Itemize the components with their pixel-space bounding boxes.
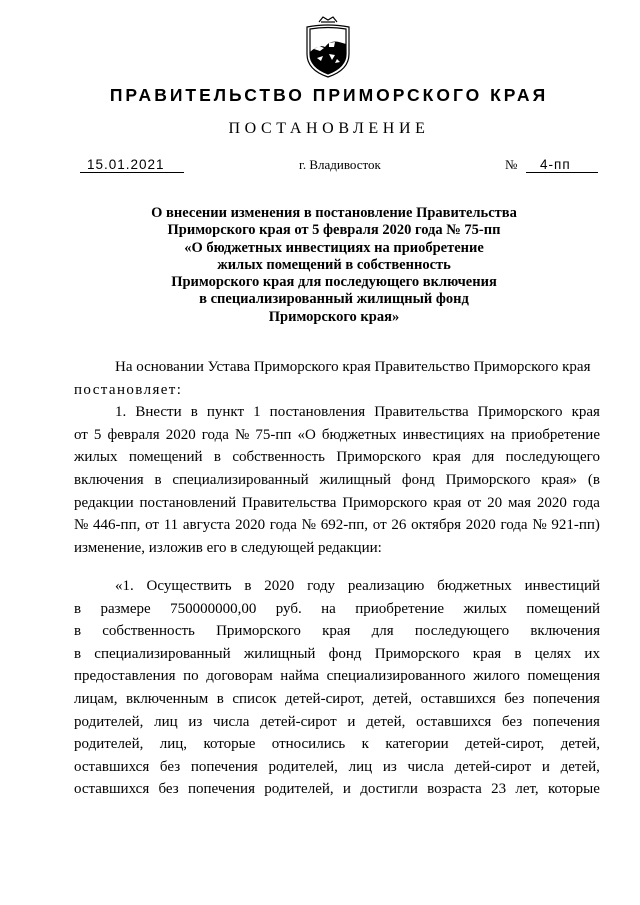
word: помещения — [527, 668, 600, 685]
word: договорам — [206, 668, 273, 685]
word: 2020 — [536, 494, 567, 511]
body-line-text: На основании Устава Приморского края Правительство Приморского края — [115, 359, 591, 375]
word: найма — [280, 668, 320, 685]
word: из — [382, 758, 397, 775]
word: без — [159, 758, 181, 775]
word: Правительства — [374, 404, 469, 421]
title-line: «О бюджетных инвестициях на приобретение — [184, 239, 484, 256]
word: без — [501, 713, 523, 730]
body-line — [74, 537, 600, 560]
title-line: Приморского края от 5 февраля 2020 года № 75-пп — [167, 222, 501, 239]
word: 2020 — [165, 426, 196, 443]
word: детей, — [366, 713, 406, 730]
word: которые — [203, 736, 256, 753]
word: жилищный — [319, 471, 392, 488]
word: края — [433, 494, 462, 511]
word: специализированного — [326, 668, 466, 685]
word: попечения — [532, 713, 600, 730]
word: 446-пп, — [93, 517, 141, 534]
document-date: 15.01.2021 — [80, 157, 184, 173]
quote-line — [74, 778, 600, 801]
word: лиц — [348, 758, 373, 775]
word: к — [361, 736, 369, 753]
word: от — [145, 517, 159, 534]
word: года — [572, 494, 600, 511]
word: размере — [100, 600, 151, 617]
word: руб. — [275, 600, 302, 617]
word: включенным — [125, 690, 209, 707]
word: края — [472, 645, 502, 662]
word: края — [322, 623, 351, 640]
body-line-text: постановляет: — [74, 381, 183, 398]
document-title — [110, 205, 558, 326]
word: достигли — [360, 781, 418, 798]
document-type: ПОСТАНОВЛЕНИЕ — [228, 120, 430, 137]
word: «1. — [115, 578, 134, 594]
word: собственность — [232, 449, 325, 466]
word: 750000000,00 — [170, 600, 257, 617]
word: в — [154, 471, 162, 488]
word: пункт — [206, 404, 245, 421]
quote-line — [74, 575, 600, 598]
word: 26 — [391, 517, 407, 534]
body-line — [74, 401, 600, 424]
title-line: Приморского края» — [268, 308, 400, 325]
document-number: 4-пп — [526, 157, 598, 173]
word: края — [432, 449, 461, 466]
word: 921-пп) — [551, 517, 600, 534]
word: без — [158, 781, 179, 798]
word: № — [74, 517, 89, 534]
word: реализацию — [347, 578, 425, 594]
quote-line — [74, 733, 600, 756]
word: 2020 — [264, 578, 295, 594]
body-line — [74, 446, 600, 469]
word: жилого — [473, 668, 520, 685]
word: и — [347, 713, 356, 730]
word: для — [472, 449, 495, 466]
word: редакции — [74, 494, 134, 511]
word: постановлений — [139, 494, 237, 511]
word: попечения — [532, 690, 600, 707]
word: в — [74, 623, 82, 640]
word: (в — [587, 471, 600, 488]
word: возраста — [427, 781, 482, 798]
word: 5 — [93, 426, 102, 443]
word: края» — [541, 471, 578, 488]
word: 2020 — [465, 517, 496, 534]
word: на — [321, 600, 336, 617]
word: года — [269, 517, 297, 534]
title-line: в специализированный жилищный фонд — [199, 291, 469, 308]
word: «О — [297, 426, 316, 443]
word: последующего — [414, 623, 510, 640]
word: на — [490, 426, 506, 443]
word: 11 — [163, 517, 179, 534]
word: от — [372, 517, 387, 534]
word: 2020 — [235, 517, 266, 534]
word: детей-сирот — [260, 713, 337, 730]
coat-of-arms-emblem — [299, 14, 357, 80]
word: года — [201, 426, 229, 443]
word: включения — [74, 471, 144, 488]
word: оставшихся — [74, 758, 150, 775]
word: инвестиций — [524, 578, 600, 594]
word: родителей, — [74, 736, 144, 753]
word: из — [188, 713, 203, 730]
word: предоставления — [74, 668, 176, 685]
word: 1 — [253, 404, 261, 421]
word: № — [532, 517, 547, 534]
word: по — [183, 668, 199, 685]
title-line: Приморского края для последующего включения — [171, 274, 497, 291]
word: в — [216, 690, 224, 707]
word: Приморского — [374, 645, 460, 662]
word: постановления — [269, 404, 366, 421]
word: августа — [182, 517, 231, 534]
quote-line — [74, 643, 600, 666]
quote-line — [74, 620, 600, 643]
word: числа — [212, 713, 250, 730]
quote-line — [74, 711, 600, 734]
word: которые — [547, 781, 600, 798]
body-line — [74, 469, 600, 492]
word: 1. — [115, 404, 127, 421]
word: мая — [508, 494, 531, 511]
word: список — [232, 690, 277, 707]
word: году — [307, 578, 336, 594]
word: 23 — [491, 781, 507, 798]
word: последующего — [505, 449, 600, 466]
body-line — [74, 514, 600, 537]
word: Правительства — [242, 494, 337, 511]
word: помещений — [526, 600, 600, 617]
word: и — [541, 758, 550, 775]
word: Внести — [135, 404, 182, 421]
word: оставшихся — [420, 690, 496, 707]
word: лицам, — [74, 690, 118, 707]
word: для — [371, 623, 394, 640]
word: детей, — [372, 690, 413, 707]
word: помещений — [128, 449, 203, 466]
body-line — [74, 492, 600, 515]
word: в — [213, 449, 221, 466]
word: попечения — [190, 758, 258, 775]
word: Приморского — [477, 404, 563, 421]
word: собственность — [102, 623, 195, 640]
word: родителей, — [268, 758, 338, 775]
body-line — [74, 424, 600, 447]
quote-line — [74, 665, 600, 688]
word: приобретение — [355, 600, 445, 617]
word: лиц — [154, 713, 178, 730]
body-line — [74, 356, 600, 379]
body-line — [74, 379, 600, 402]
word: целях — [534, 645, 572, 662]
quote-line — [74, 756, 600, 779]
word: лет, — [515, 781, 539, 798]
title-line: жилых помещений в собственность — [217, 256, 451, 273]
word: жилых — [463, 600, 507, 617]
word: № — [301, 517, 316, 534]
word: попечения — [187, 781, 255, 798]
word: года — [500, 517, 528, 534]
organization-name: ПРАВИТЕЛЬСТВО ПРИМОРСКОГО КРАЯ — [109, 85, 549, 105]
word: лиц, — [159, 736, 188, 753]
word: приобретение — [511, 426, 600, 443]
word: в — [514, 645, 522, 662]
word: в — [74, 645, 82, 662]
word: жилищный — [243, 645, 316, 662]
word: детей, — [560, 736, 600, 753]
word: Приморского — [216, 623, 301, 640]
word: фонд — [328, 645, 362, 662]
word: 20 — [487, 494, 503, 511]
word: жилых — [74, 449, 118, 466]
word: Приморского — [445, 471, 531, 488]
word: бюджетных — [437, 578, 512, 594]
quote-line — [74, 688, 600, 711]
word: числа — [407, 758, 444, 775]
title-line: О внесении изменения в постановление Правительства — [151, 205, 517, 221]
word: Приморского — [342, 494, 428, 511]
word: Осуществить — [146, 578, 232, 594]
word: включения — [530, 623, 600, 640]
word: Приморского — [336, 449, 422, 466]
word: бюджетных — [321, 426, 397, 443]
word: 75-пп — [255, 426, 292, 443]
number-label: № — [505, 157, 518, 172]
word: края — [571, 404, 600, 421]
word: детей-сирот — [454, 758, 532, 775]
word: февраля — [107, 426, 160, 443]
word: оставшихся — [416, 713, 492, 730]
document-city: г. Владивосток — [299, 157, 381, 172]
word: 692-пп, — [320, 517, 369, 534]
word: в — [190, 404, 198, 421]
word: инвестициях — [402, 426, 485, 443]
word: в — [244, 578, 252, 594]
word: от — [74, 426, 88, 443]
word: октября — [411, 517, 461, 534]
word: от — [467, 494, 482, 511]
word: и — [342, 781, 351, 798]
word: относились — [271, 736, 346, 753]
word: их — [584, 645, 600, 662]
word: оставшихся — [74, 781, 150, 798]
word: № — [234, 426, 250, 443]
word: в — [74, 600, 82, 617]
word: детей-сирот, — [285, 690, 365, 707]
word: родителей, — [74, 713, 144, 730]
word: детей, — [560, 758, 600, 775]
word: специализированный — [172, 471, 309, 488]
word: категории — [385, 736, 449, 753]
quote-line — [74, 598, 600, 621]
body-line-text: изменение, изложив его в следующей редакции: — [74, 539, 382, 556]
word: без — [504, 690, 525, 707]
word: специализированный — [94, 645, 231, 662]
document-body — [74, 356, 600, 559]
word: детей-сирот, — [465, 736, 545, 753]
word: фонд — [401, 471, 435, 488]
quoted-amendment — [74, 575, 600, 801]
word: родителей, — [264, 781, 334, 798]
